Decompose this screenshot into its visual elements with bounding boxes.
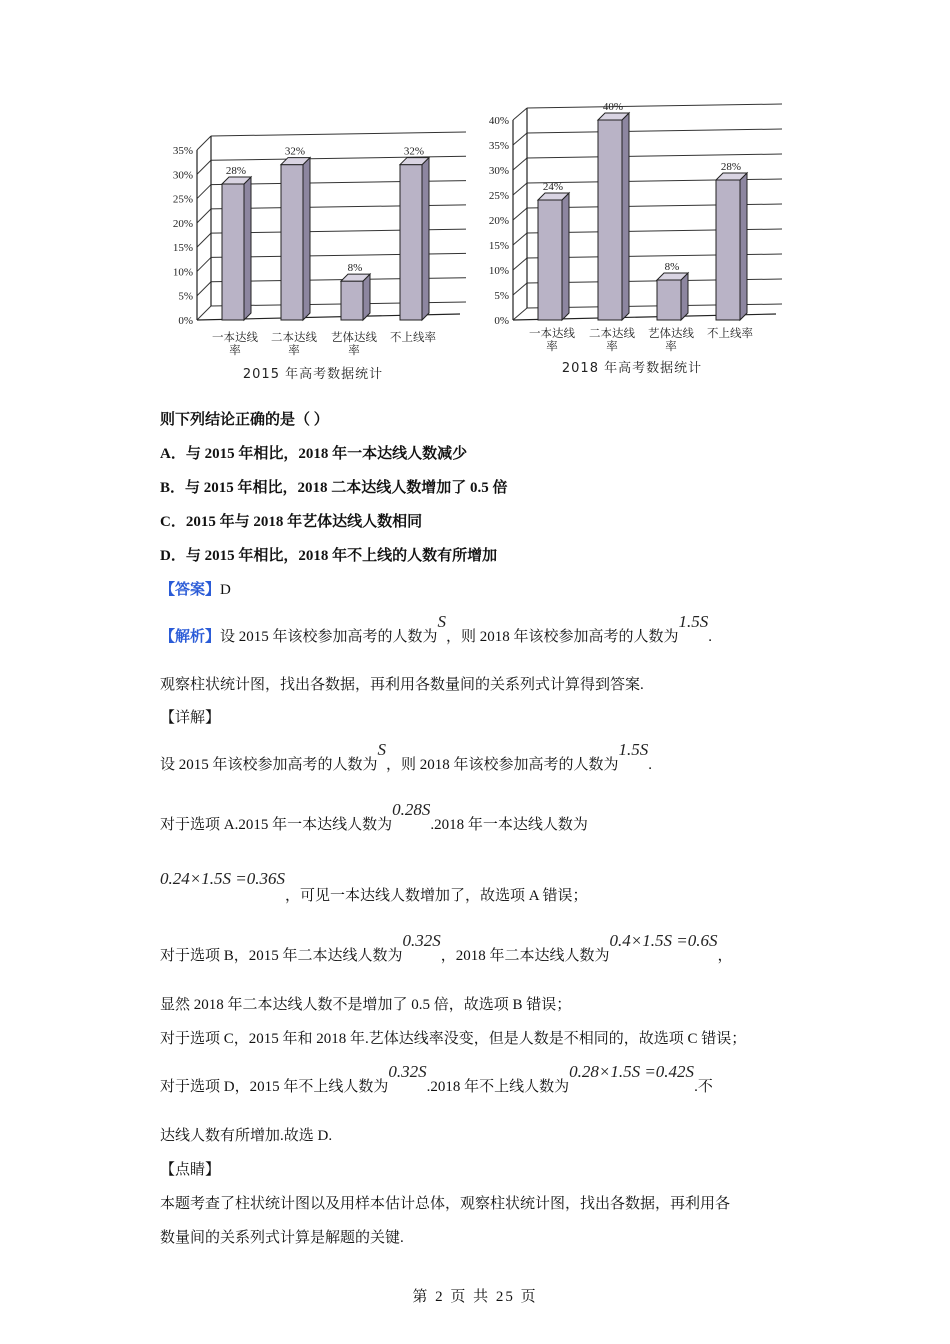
option-c: C．2015 年与 2018 年艺体达线人数相同: [160, 514, 423, 530]
grid-diagonal: [513, 233, 527, 245]
category-label: 不上线率: [707, 326, 753, 340]
page-footer: 第 2 页 共 25 页: [412, 1289, 538, 1305]
data-label: 8%: [664, 261, 680, 273]
grid-diagonal: [513, 308, 527, 320]
data-label: 24%: [542, 181, 564, 193]
detail-l2m: 0.28S: [392, 800, 431, 819]
detail-l7a: 对于选项 D，2015 年不上线人数为: [160, 1079, 389, 1095]
data-label: 32%: [284, 145, 306, 158]
y-tick-label: 25%: [172, 193, 193, 206]
category-label: 不上线率: [390, 330, 436, 344]
category-label: 一本达线: [212, 330, 258, 344]
detail-l7m2: 0.28×1.5S =0.42S: [569, 1062, 695, 1081]
detail-l7c: .不: [694, 1079, 713, 1095]
y-tick-label: 35%: [172, 145, 193, 157]
detail-l1b: ，则 2018 年该校参加高考的人数为: [386, 757, 619, 773]
detail-line-5: 显然 2018 年二本达线人数不是增加了 0.5 倍，故选项 B 错误；: [160, 997, 572, 1013]
math-s-val: S: [437, 612, 447, 631]
grid-diagonal: [513, 108, 527, 120]
category-label: 一本达线: [529, 326, 575, 340]
chart-group: [489, 101, 782, 376]
category-label: 二本达线: [589, 326, 635, 340]
y-tick-label: 20%: [172, 217, 193, 230]
comment-line-1: 本题考查了柱状统计图以及用样本估计总体，观察柱状统计图，找出各数据，再利用各: [160, 1196, 731, 1212]
grid-diagonal: [513, 283, 527, 295]
detail-line-2: [160, 800, 588, 836]
detail-l1m2: 1.5S: [618, 740, 649, 759]
detail-l4m2: 0.4×1.5S =0.6S: [609, 931, 718, 950]
y-tick-label: 5%: [178, 290, 193, 303]
detail-l1m1: S: [377, 740, 387, 759]
math-1-5s-val: 1.5S: [678, 612, 709, 631]
chart-2018: [0, 0, 950, 400]
category-label: 艺体达线: [331, 330, 377, 344]
analysis-tag: 【解析】: [160, 629, 221, 645]
y-tick-label: 10%: [172, 266, 193, 279]
gridline: [527, 104, 782, 108]
comment-tag: 【点睛】: [160, 1162, 221, 1178]
bar-side: [622, 113, 629, 320]
detail-l1a: 设 2015 年该校参加高考的人数为: [160, 757, 378, 773]
y-tick-label: 10%: [488, 265, 509, 277]
detail-l2a: 对于选项 A.2015 年一本达线人数为: [160, 817, 393, 833]
answer-line: [160, 579, 231, 601]
category-label: 率: [665, 339, 677, 353]
detail-line-1: [160, 740, 653, 776]
y-tick-label: 40%: [488, 115, 509, 127]
y-tick-label: 15%: [488, 240, 509, 252]
analysis-text-2: ，则 2018 年该校参加高考的人数为: [446, 629, 679, 645]
detail-line-3: [160, 869, 588, 904]
data-label: 32%: [403, 145, 425, 158]
grid-diagonal: [513, 133, 527, 145]
detail-line-4: [160, 931, 733, 967]
y-tick-label: 30%: [172, 169, 193, 182]
category-label: 率: [606, 339, 618, 353]
bar-side: [681, 273, 688, 320]
category-label: 率: [288, 343, 300, 357]
grid-diagonal: [513, 258, 527, 270]
detail-l4a: 对于选项 B，2015 年二本达线人数为: [160, 948, 403, 964]
detail-line-8: 达线人数有所增加.故选 D.: [160, 1128, 333, 1144]
detail-l7b: .2018 年不上线人数为: [426, 1079, 570, 1095]
y-tick-label: 0%: [178, 315, 193, 327]
data-label: 28%: [720, 161, 742, 173]
gridline: [527, 129, 782, 133]
analysis-text-1: 设 2015 年该校参加高考的人数为: [220, 629, 438, 645]
option-b: B．与 2015 年相比，2018 二本达线人数增加了 0.5 倍: [160, 480, 508, 496]
comment-line-2: 数量间的关系列式计算是解题的关键.: [160, 1230, 404, 1246]
answer-value: D: [220, 582, 231, 598]
chart-title: 2015 年高考数据统计: [242, 367, 384, 382]
bar-front: [598, 120, 622, 320]
detail-line-7: [160, 1062, 713, 1098]
grid-diagonal: [513, 208, 527, 220]
y-tick-label: 0%: [494, 315, 509, 327]
option-a: A．与 2015 年相比，2018 年一本达线人数减少: [160, 446, 468, 462]
category-label: 艺体达线: [648, 326, 694, 340]
y-tick-label: 35%: [488, 140, 509, 152]
question-stem: 则下列结论正确的是（ ）: [160, 412, 329, 428]
option-d: D．与 2015 年相比，2018 年不上线的人数有所增加: [160, 548, 498, 564]
bar-front: [716, 180, 740, 320]
chart-title: 2018 年高考数据统计: [561, 361, 703, 376]
bar-side: [562, 193, 569, 320]
detail-tag: 【详解】: [160, 710, 221, 726]
detail-l3m: 0.24×1.5S =0.36S: [160, 869, 285, 888]
y-tick-label: 25%: [488, 190, 509, 202]
category-label: 二本达线: [271, 330, 317, 344]
detail-l4c: ，: [717, 948, 733, 964]
answer-tag: 【答案】: [160, 582, 221, 598]
detail-l4m1: 0.32S: [402, 931, 441, 950]
analysis-line-2: 观察柱状统计图，找出各数据，再利用各数量间的关系列式计算得到答案.: [160, 677, 644, 693]
grid-diagonal: [513, 183, 527, 195]
bar-front: [657, 280, 681, 320]
category-label: 率: [348, 343, 360, 357]
bar-front: [538, 200, 562, 320]
y-tick-label: 15%: [172, 242, 193, 255]
math-1-5s: [679, 612, 709, 631]
data-label: 28%: [225, 165, 247, 177]
gridline: [527, 154, 782, 158]
category-label: 率: [229, 343, 241, 357]
y-tick-label: 20%: [488, 215, 509, 227]
detail-l1c: .: [648, 757, 653, 773]
y-tick-label: 5%: [494, 290, 509, 302]
category-label: 率: [546, 339, 558, 353]
detail-l7m1: 0.32S: [388, 1062, 427, 1081]
analysis-text-3: .: [708, 629, 713, 645]
charts-area: [0, 0, 950, 400]
y-tick-label: 30%: [488, 165, 509, 177]
math-s: [438, 612, 447, 631]
grid-diagonal: [513, 158, 527, 170]
data-label: 40%: [602, 101, 624, 113]
data-label: 8%: [347, 262, 363, 275]
analysis-line-1: [160, 612, 713, 648]
detail-l4b: ，2018 年二本达线人数为: [440, 948, 610, 964]
detail-l2b: .2018 年一本达线人数为: [430, 817, 588, 833]
detail-l3b: ，可见一本达线人数增加了，故选项 A 错误；: [284, 888, 588, 904]
bar-side: [740, 173, 747, 320]
detail-line-6: 对于选项 C，2015 年和 2018 年.艺体达线率没变，但是人数是不相同的，故选项 C 错误；: [160, 1031, 747, 1047]
